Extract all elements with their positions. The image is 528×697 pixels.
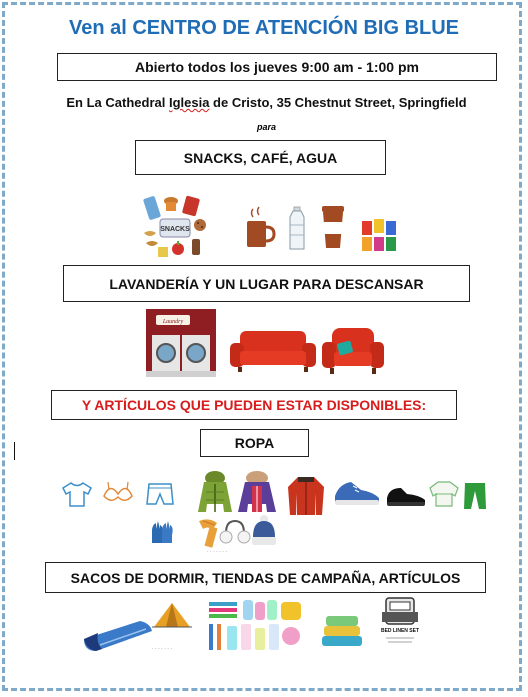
red-jacket-icon (286, 475, 326, 517)
shorts-icon (147, 482, 173, 506)
items-box: Y ARTÍCULOS QUE PUEDEN ESTAR DISPONIBLES: (51, 390, 457, 420)
laundry-sign-label: Laundry (162, 319, 184, 325)
coffee-cup-icon (319, 206, 347, 250)
armchair-icon (322, 326, 384, 376)
chips-bags-icon (360, 217, 398, 255)
page-title: Ven al CENTRO DE ATENCIÓN BIG BLUE (68, 17, 460, 39)
tent-credit-text: · · · · · · · (152, 646, 172, 652)
address-part-2: Iglesia (168, 95, 210, 110)
image-credit-text: · · · · · · · (207, 549, 227, 555)
tent-icon (152, 601, 192, 629)
connector-text: para (256, 122, 276, 132)
green-pants-icon (463, 481, 487, 511)
coffee-mug-icon (244, 205, 274, 249)
purple-jacket-icon (236, 470, 278, 518)
black-shoe-icon (385, 486, 427, 508)
toiletries-icon (205, 600, 305, 652)
sweater-icon (429, 480, 459, 508)
bed-linen-label: BED LINEN SET (380, 628, 420, 634)
laundromat-image (146, 309, 216, 377)
snacks-bag-label: SNACKS (160, 226, 190, 233)
laundry-box: LAVANDERÍA Y UN LUGAR PARA DESCANSAR (63, 265, 470, 302)
address-line (0, 95, 528, 110)
address-part-1: En La Cathedral (66, 95, 169, 110)
camping-box: SACOS DE DORMIR, TIENDAS DE CAMPAÑA, ARTÍCULOS (45, 562, 486, 593)
snacks-box: SNACKS, CAFÉ, AGUA (135, 140, 386, 175)
bra-icon (101, 480, 135, 506)
text-cursor (14, 442, 15, 460)
beanie-icon (250, 515, 278, 547)
tshirt-icon (62, 481, 92, 507)
schedule-box: Abierto todos los jueves 9:00 am - 1:00 pm (57, 53, 497, 81)
bed-linen-set-icon (380, 596, 424, 650)
clothes-box: ROPA (200, 429, 309, 457)
address-part-3: de Cristo, 35 Chestnut Street, Springfield (209, 95, 467, 110)
snacks-collage-icon (140, 193, 210, 263)
gloves-icon (148, 517, 176, 545)
scarf-icon (195, 517, 221, 549)
earmuffs-icon (220, 519, 250, 547)
water-bottle-icon (287, 207, 307, 251)
green-jacket-icon (196, 470, 234, 518)
folded-towels-icon (320, 612, 364, 648)
sleeping-bag-icon (80, 619, 154, 653)
blue-sneaker-icon (333, 478, 381, 508)
sofa-icon (230, 329, 316, 373)
